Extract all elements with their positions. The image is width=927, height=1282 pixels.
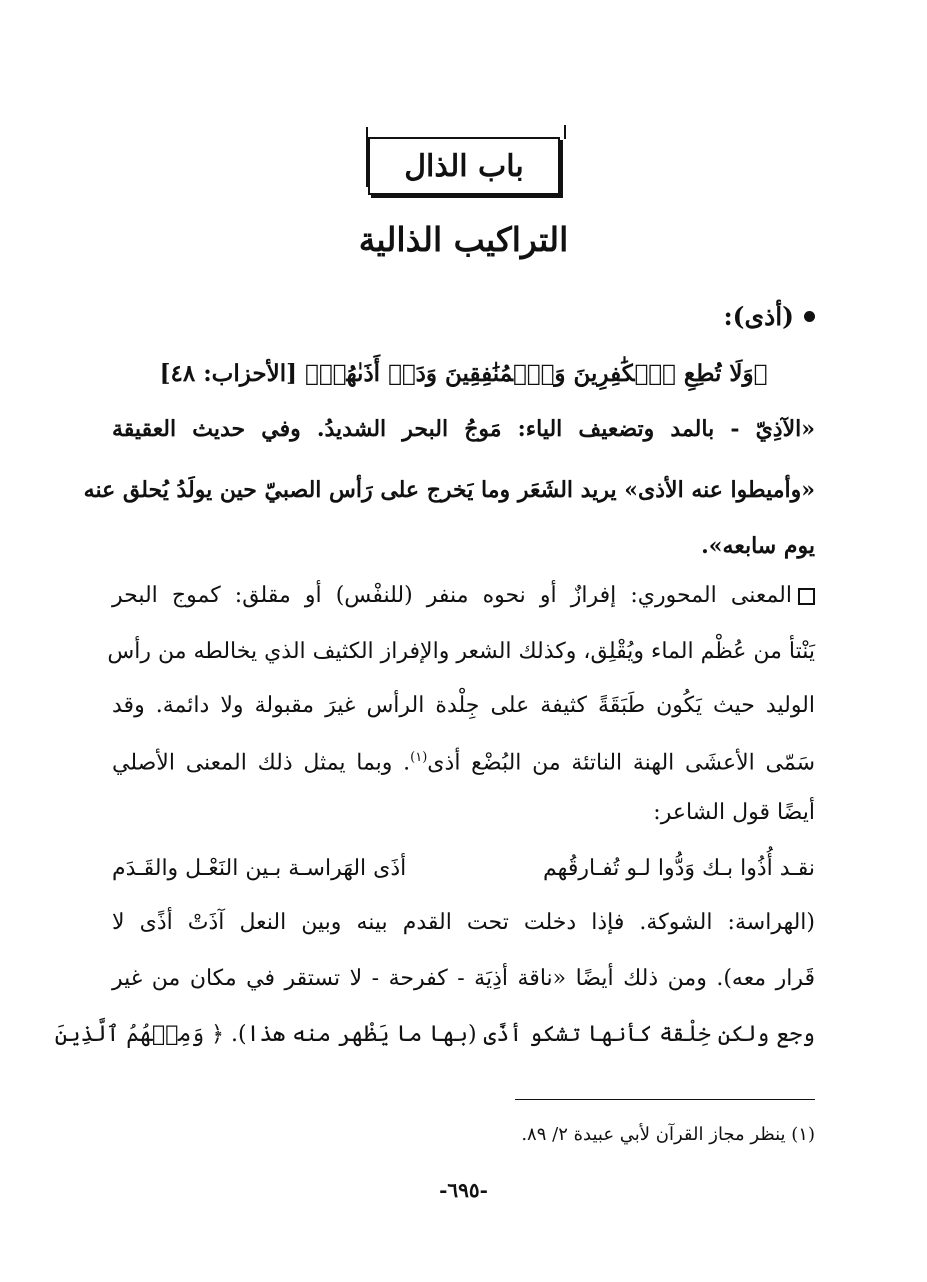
explanation-line: قَرار معه). ومن ذلك أيضًا «ناقة أذِيَة - كفرحة - لا تستقر في مكان من غير: [112, 966, 815, 991]
footnote: (١) ينظر مجاز القرآن لأبي عبيدة ٢/ ٨٩.: [521, 1124, 815, 1145]
chapter-title: باب الذال: [404, 148, 524, 184]
meaning-text: سَمّى الأعشَى الهنة الناتئة من البُضْع أذى: [427, 750, 815, 776]
footnote-ref: (١): [410, 750, 428, 765]
meaning-line: الوليد حيث يَكُون طَبَقَةً كثيفة على جِلْدة الرأس غيرَ مقبولة ولا دائمة. وقد: [112, 693, 815, 718]
meaning-line: [112, 751, 815, 774]
meaning-text: . وبما يمثل ذلك المعنى الأصلي: [112, 750, 411, 776]
entry-heading: [723, 302, 815, 331]
poem-hemistich-left: أذَى الهَراسـة بـين النَعْـل والقَـدَم: [112, 856, 407, 881]
bullet-icon: [804, 311, 815, 322]
poem-hemistich-right: نقـد أُذُوا بـك وَدُّوا لـو تُفـارقُهم: [543, 856, 815, 881]
box-ornament-right: [558, 125, 566, 139]
hadith-line: «الآذِيّ - بالمد وتضعيف الياء: مَوجُ البحر الشديدُ. وفي حديث العقيقة: [112, 416, 815, 442]
explanation-line: وجع ولكن خِلْقة كأنها تشكو أذًى (بها ما يَظْهر منه هذا). ﴿ وَمِنۡهُمُ ٱلَّذِينَ: [54, 1022, 815, 1047]
meaning-line: أيضًا قول الشاعر:: [653, 800, 815, 825]
hadith-line: يوم سابعه».: [701, 533, 815, 559]
box-ornament-left: [366, 127, 374, 187]
square-marker-icon: [798, 588, 815, 605]
meaning-text: المعنى المحوري: إفرازٌ أو نحوه منفر (للنفْس) أو مقلق: كموج البحر: [112, 583, 792, 608]
page-number: -٦٩٥-: [439, 1178, 488, 1202]
entry-heading-text: (أذى):: [723, 302, 794, 331]
footnote-divider: [515, 1099, 815, 1100]
quran-verse: ﴿وَلَا تُطِعِ ٱلۡكَٰفِرِينَ وَٱلۡمُنَٰفِقِينَ وَدَعۡ أَذَىٰهُمۡ﴾ [الأحزاب: ٤٨]: [159, 360, 768, 387]
meaning-line: [112, 585, 815, 607]
section-title: التراكيب الذالية: [358, 220, 569, 259]
meaning-line: يَنْتأ من عُظْم الماء ويُقْلِق، وكذلك الشعر والإفراز الكثيف الذي يخالطه من رأس: [107, 639, 815, 664]
chapter-title-box: [368, 137, 560, 195]
hadith-line: «وأميطوا عنه الأذى» يريد الشَعَر وما يَخرج على رَأس الصبيّ حين يولَدُ يُحلق عنه: [83, 477, 815, 503]
explanation-line: (الهراسة: الشوكة. فإذا دخلت تحت القدم بينه وبين النعل آذَتْ أذًى لا: [112, 910, 815, 935]
